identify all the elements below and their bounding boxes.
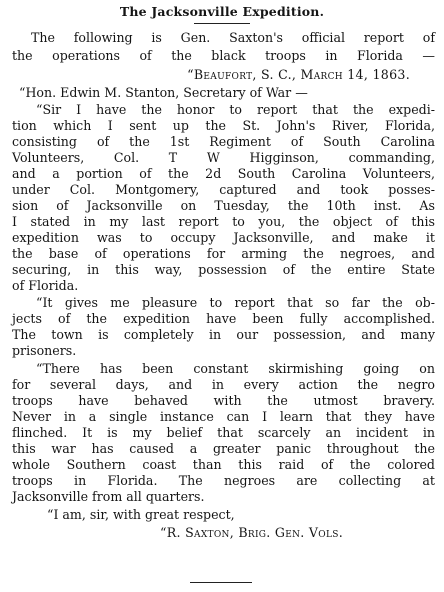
article-line: sion of Jacksonville on Tuesday, the 10th inst. As [12, 198, 435, 213]
article-line: the base of operations for arming the negroes, and [12, 246, 435, 261]
article-line: troops in Florida. The negroes are collecting at [12, 473, 435, 488]
article-signature: “R. Saxton, Brig. Gen. Vols. [160, 525, 344, 540]
article-line: and a portion of the 2d South Carolina Volunteers, [12, 166, 435, 181]
article-line: securing, in this way, possession of the entire State [12, 262, 435, 277]
article-line: “Hon. Edwin M. Stanton, Secretary of War — [19, 85, 308, 100]
article-line: Never in a single instance can I learn that they have [12, 409, 435, 424]
article-line: “It gives me pleasure to report that so far the ob- [36, 295, 435, 310]
article-line: prisoners. [12, 343, 77, 358]
article-line: jects of the expedition have been fully accomplished. [12, 311, 435, 326]
article-line: of Florida. [12, 278, 79, 293]
article-line: flinched. It is my belief that scarcely an incident in [12, 425, 435, 440]
article-line: I stated in my last report to you, the object of this [12, 214, 435, 229]
article-line: consisting of the 1st Regiment of South Carolina [12, 134, 435, 149]
article-line: Jacksonville from all quarters. [12, 489, 205, 504]
article-line: “Beaufort, S. C., March 14, 1863. [187, 67, 410, 82]
article-line: this war has caused a greater panic throughout the [12, 441, 435, 456]
article-line: “Sir I have the honor to report that the expedi- [36, 102, 435, 117]
article-line: tion which I sent up the St. John's River, Florida, [12, 118, 435, 133]
article-line: the operations of the black troops in Florida — [12, 48, 435, 63]
article-line: Volunteers, Col. T W Higginson, commanding, [12, 150, 435, 165]
article-line: expedition was to occupy Jacksonville, and make it [12, 230, 435, 245]
article-line: whole Southern coast than this raid of the colored [12, 457, 435, 472]
article-line: for several days, and in every action the negro [12, 377, 435, 392]
title-rule [194, 23, 250, 24]
article-line: The town is completely in our possession, and many [12, 327, 435, 342]
end-rule [190, 582, 252, 583]
article-closing: “I am, sir, with great respect, [47, 507, 235, 522]
article-line: The following is Gen. Saxton's official report of [31, 30, 435, 45]
article-line: troops have behaved with the utmost bravery. [12, 393, 435, 408]
article-line: “There has been constant skirmishing going on [36, 361, 435, 376]
article-title: The Jacksonville Expedition. [119, 4, 325, 19]
article-line: under Col. Montgomery, captured and took posses- [12, 182, 435, 197]
